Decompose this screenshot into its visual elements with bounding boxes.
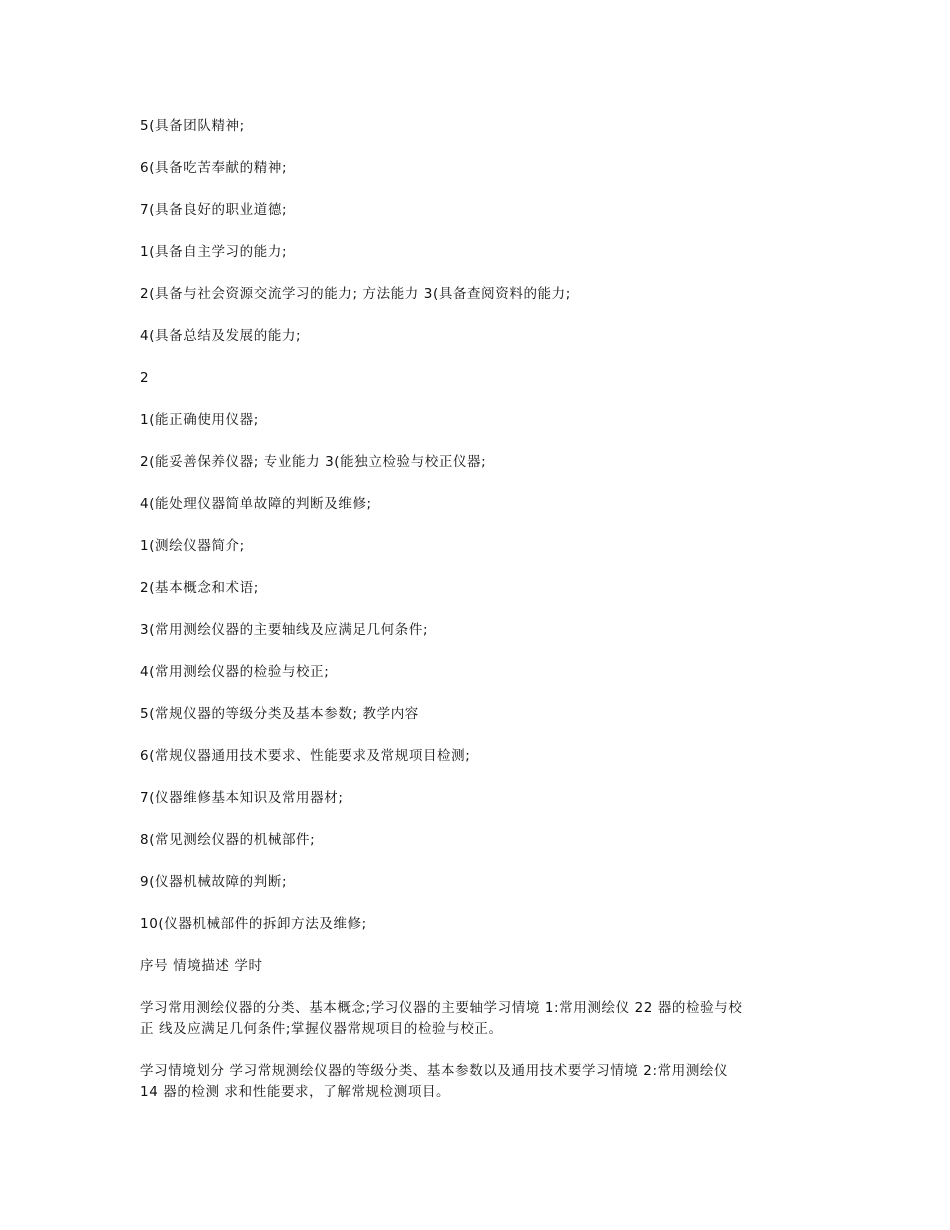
paragraph-line: 14 器的检测 求和性能要求，了解常规检测项目。: [140, 1084, 451, 1100]
text-line: 7(仪器维修基本知识及常用器材;: [140, 790, 344, 806]
text-line: 1(测绘仪器简介;: [140, 538, 245, 554]
text-line: 3(常用测绘仪器的主要轴线及应满足几何条件;: [140, 622, 429, 638]
text-line: 5(常规仪器的等级分类及基本参数; 教学内容: [140, 706, 419, 722]
paragraph-situation-1: [140, 998, 810, 1040]
text-line: 2(具备与社会资源交流学习的能力; 方法能力 3(具备查阅资料的能力;: [140, 286, 571, 302]
page-number: 2: [140, 370, 150, 386]
text-line: 7(具备良好的职业道德;: [140, 202, 288, 218]
text-line: 4(具备总结及发展的能力;: [140, 328, 302, 344]
text-line: 1(具备自主学习的能力;: [140, 244, 288, 260]
text-line: 4(能处理仪器简单故障的判断及维修;: [140, 496, 372, 512]
text-line: 9(仪器机械故障的判断;: [140, 874, 288, 890]
paragraph-situation-2: [140, 1061, 810, 1103]
paragraph-line: 学习情境划分 学习常规测绘仪器的等级分类、基本参数以及通用技术要学习情境 2:常用测绘仪: [140, 1063, 729, 1079]
text-line: 8(常见测绘仪器的机械部件;: [140, 832, 316, 848]
text-line: 6(具备吃苦奉献的精神;: [140, 160, 288, 176]
text-line: 1(能正确使用仪器;: [140, 412, 259, 428]
paragraph-line: 学习常用测绘仪器的分类、基本概念;学习仪器的主要轴学习情境 1:常用测绘仪 22 器的检验与校: [140, 1000, 743, 1016]
text-line: 10(仪器机械部件的拆卸方法及维修;: [140, 916, 367, 932]
text-line: 5(具备团队精神;: [140, 118, 245, 134]
text-line: 2(能妥善保养仪器; 专业能力 3(能独立检验与校正仪器;: [140, 454, 487, 470]
text-line: 2(基本概念和术语;: [140, 580, 259, 596]
text-line: 4(常用测绘仪器的检验与校正;: [140, 664, 330, 680]
table-header-line: 序号 情境描述 学时: [140, 958, 263, 974]
paragraph-line: 正 线及应满足几何条件;掌握仪器常规项目的检验与校正。: [140, 1021, 503, 1037]
text-line: 6(常规仪器通用技术要求、性能要求及常规项目检测;: [140, 748, 471, 764]
